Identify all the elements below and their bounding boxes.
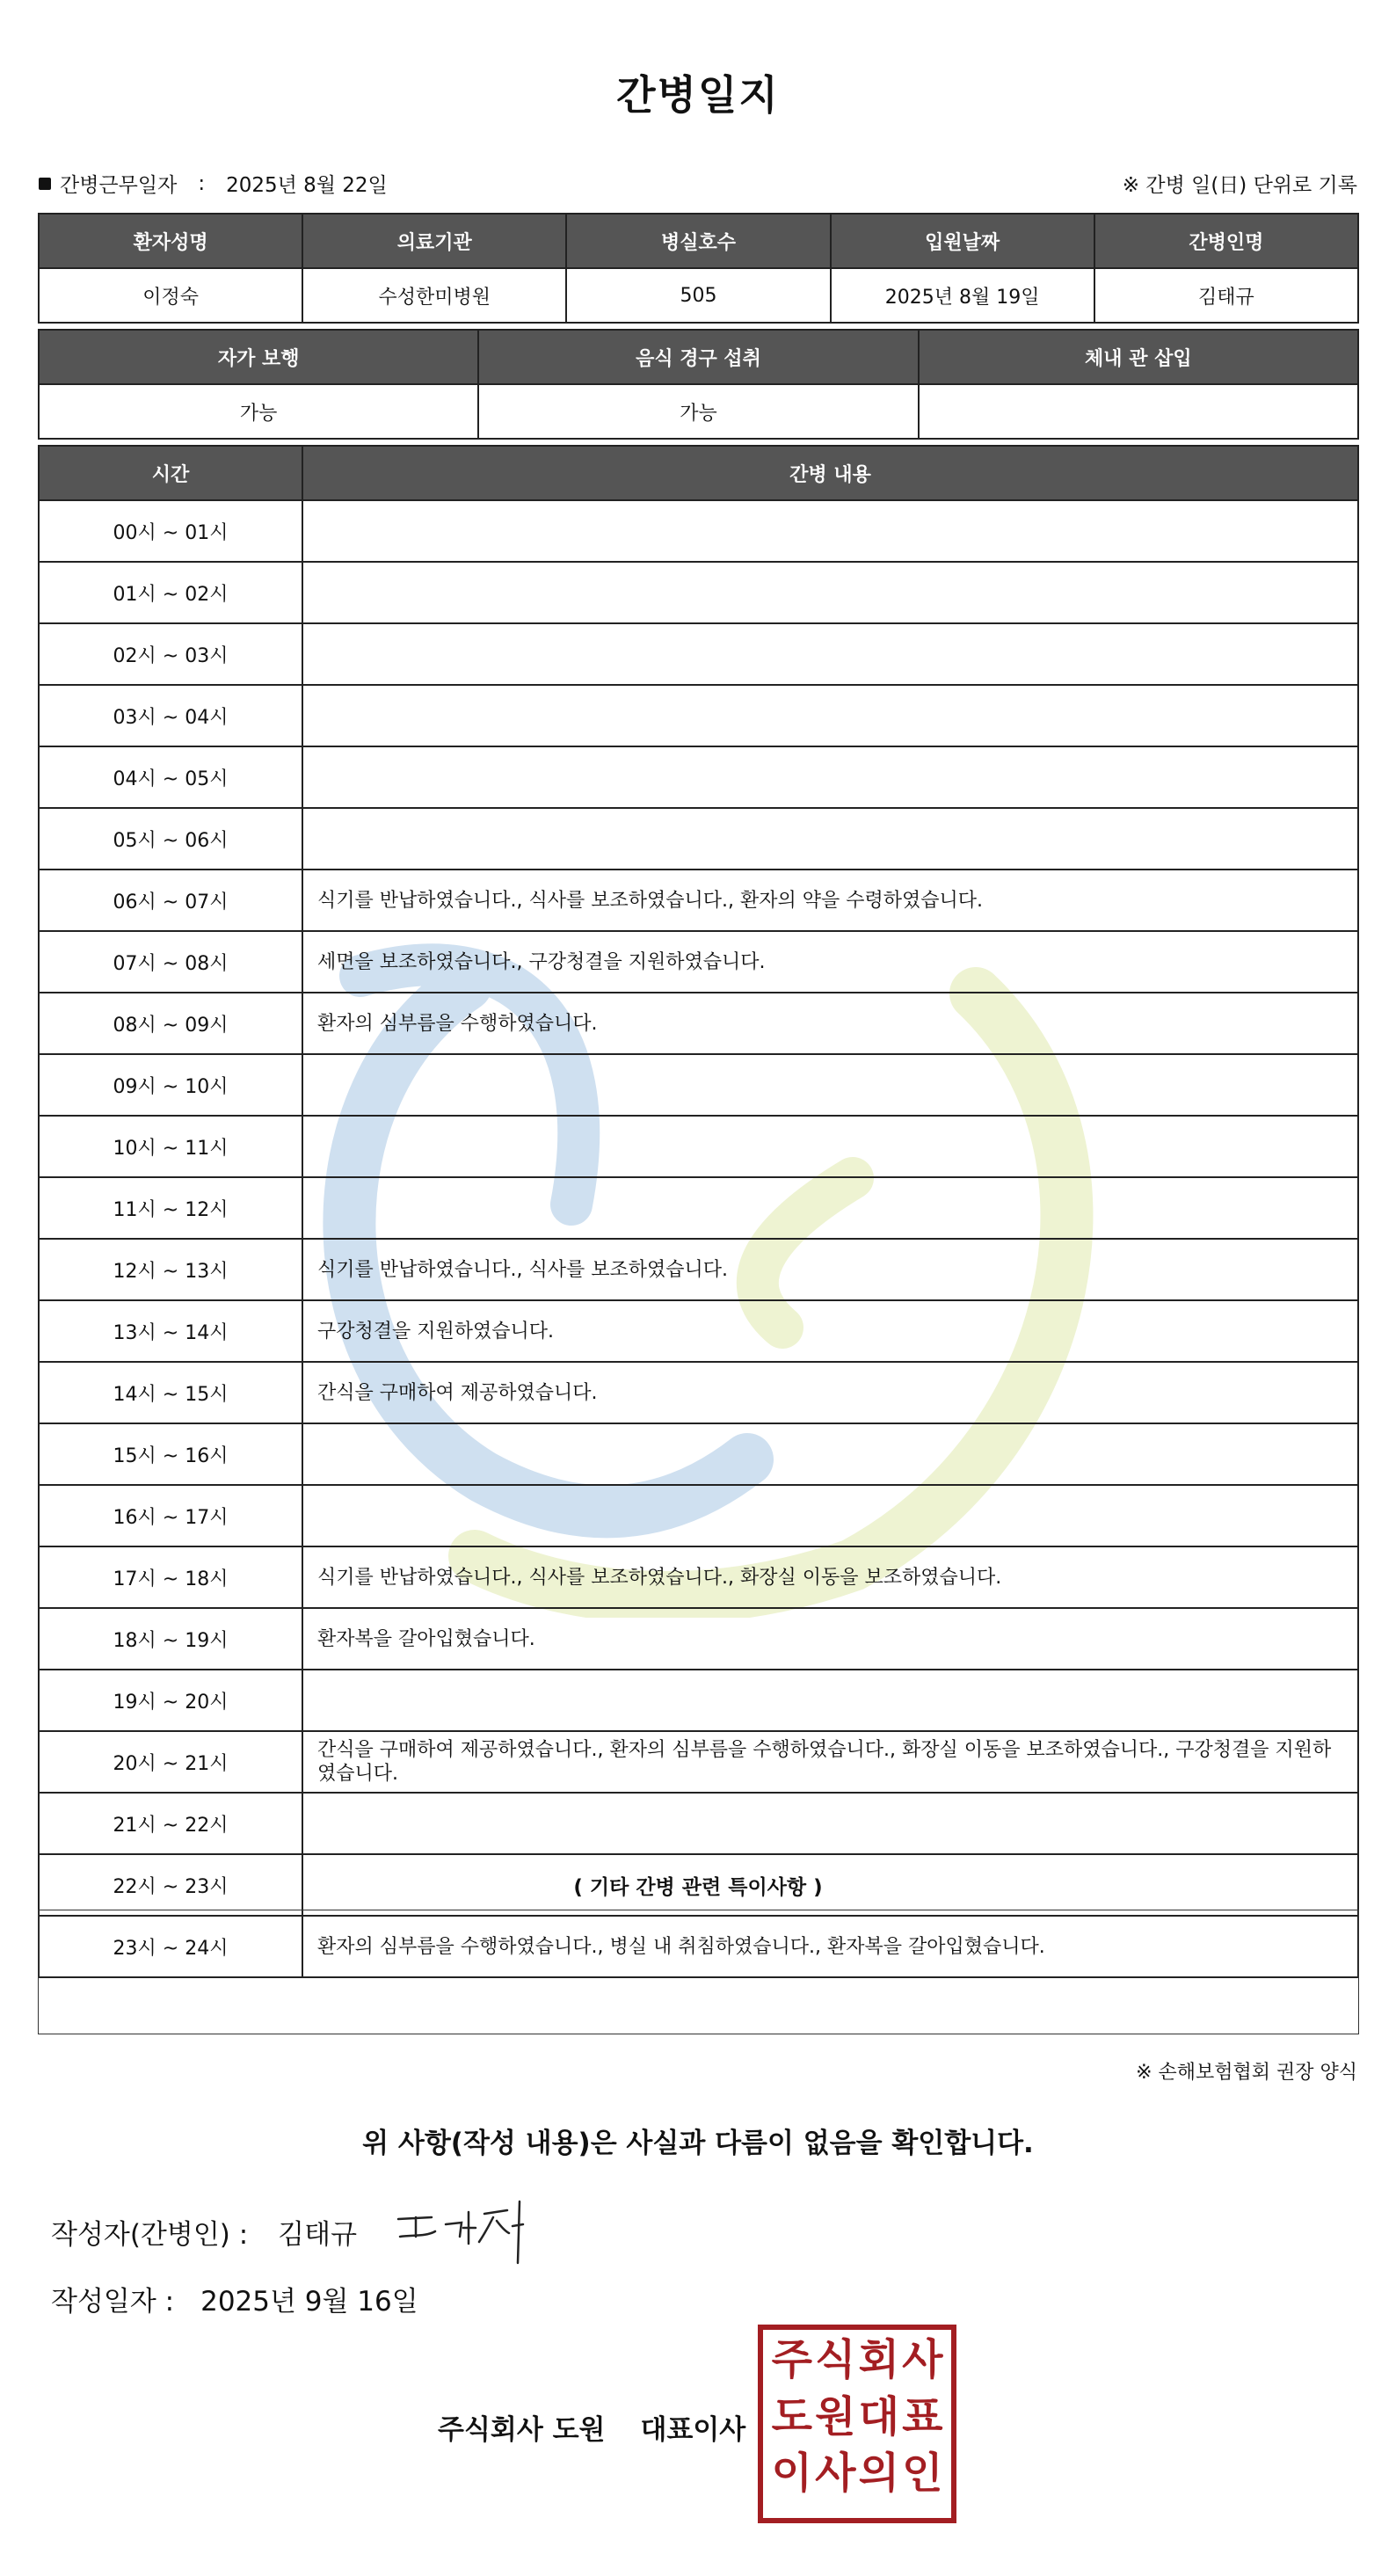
handwritten-signature (391, 2191, 541, 2270)
patient-status-header-row (39, 330, 1358, 384)
write-date-value: 2025년 9월 16일 (200, 2286, 418, 2318)
care-log-time: 09시 ~ 10시 (39, 1054, 302, 1116)
care-log-time: 07시 ~ 08시 (39, 931, 302, 993)
work-date-label: 간병근무일자 (60, 174, 178, 197)
care-log-row (39, 1731, 1358, 1793)
seal-character: 회 (858, 2335, 899, 2384)
care-log-time: 21시 ~ 22시 (39, 1793, 302, 1854)
square-bullet-icon (39, 178, 51, 190)
care-log-time: 02시 ~ 03시 (39, 623, 302, 685)
care-log-time: 00시 ~ 01시 (39, 500, 302, 562)
special-notes-title: ( 기타 간병 관련 특이사항 ) (573, 1876, 823, 1899)
patient-name-header: 환자성명 (39, 214, 302, 268)
care-log-time: 23시 ~ 24시 (39, 1916, 302, 1977)
care-log-content (302, 623, 1358, 685)
writer-name: 김태규 (278, 2219, 358, 2251)
seal-character: 대 (858, 2391, 899, 2441)
care-log-row (39, 1300, 1358, 1362)
care-log-time: 13시 ~ 14시 (39, 1300, 302, 1362)
care-log-row (39, 685, 1358, 746)
admission-date-value: 2025년 8월 19일 (831, 268, 1094, 323)
care-log-time: 22시 ~ 23시 (39, 1854, 302, 1916)
hospital-value: 수성한미병원 (302, 268, 566, 323)
seal-character: 의 (858, 2449, 899, 2499)
care-log-time: 11시 ~ 12시 (39, 1177, 302, 1239)
care-log-row (39, 1670, 1358, 1731)
seal-character: 도 (771, 2391, 812, 2441)
care-log-content: 환자의 심부름을 수행하였습니다., 병실 내 취침하였습니다., 환자복을 갈아입혔습니다. (302, 1916, 1358, 1977)
care-log-row (39, 1423, 1358, 1485)
care-log-time: 18시 ~ 19시 (39, 1608, 302, 1670)
patient-name-value: 이정숙 (39, 268, 302, 323)
work-date-separator: : (198, 171, 206, 195)
care-log-content: 식기를 반납하였습니다., 식사를 보조하였습니다. (302, 1239, 1358, 1300)
company-row (438, 2407, 745, 2447)
care-log-row (39, 808, 1358, 870)
write-date-row (51, 2279, 418, 2318)
care-log-row (39, 931, 1358, 993)
company-seal-stamp (758, 2325, 956, 2523)
care-log-content: 식기를 반납하였습니다., 식사를 보조하였습니다., 화장실 이동을 보조하였습니다. (302, 1546, 1358, 1608)
care-log-content (302, 500, 1358, 562)
admission-date-header: 입원날짜 (831, 214, 1094, 268)
seal-character: 주 (771, 2335, 812, 2384)
care-log-body (39, 500, 1358, 1977)
care-log-row (39, 562, 1358, 623)
care-log-row (39, 746, 1358, 808)
care-log-time: 10시 ~ 11시 (39, 1116, 302, 1177)
care-log-content: 식기를 반납하였습니다., 식사를 보조하였습니다., 환자의 약을 수령하였습니다. (302, 870, 1358, 931)
time-header: 시간 (39, 446, 302, 500)
care-log-content (302, 562, 1358, 623)
care-log-content (302, 1670, 1358, 1731)
care-log-row (39, 1239, 1358, 1300)
patient-info-value-row (39, 268, 1358, 323)
work-date-row (39, 169, 388, 198)
patient-info-table (38, 213, 1359, 324)
tube-insertion-value (919, 384, 1358, 439)
company-name: 주식회사 도원 (438, 2414, 606, 2446)
care-log-row (39, 1116, 1358, 1177)
care-log-time: 20시 ~ 21시 (39, 1731, 302, 1793)
self-walking-header: 자가 보행 (39, 330, 478, 384)
room-number-header: 병실호수 (566, 214, 830, 268)
care-log-content: 환자복을 갈아입혔습니다. (302, 1608, 1358, 1670)
care-log-row (39, 500, 1358, 562)
care-log-time: 17시 ~ 18시 (39, 1546, 302, 1608)
care-log-content (302, 1485, 1358, 1546)
care-log-content (302, 808, 1358, 870)
work-date-value: 2025년 8월 22일 (226, 174, 388, 197)
care-log-content: 간식을 구매하여 제공하였습니다., 환자의 심부름을 수행하였습니다., 화장실 이동을 보조하였습니다., 구강청결을 지원하였습니다. (302, 1731, 1358, 1793)
seal-character: 인 (902, 2449, 943, 2499)
self-walking-value: 가능 (39, 384, 478, 439)
patient-info-header-row (39, 214, 1358, 268)
care-log-row (39, 1546, 1358, 1608)
care-log-content (302, 1423, 1358, 1485)
confirmation-statement: 위 사항(작성 내용)은 사실과 다름이 없음을 확인합니다. (362, 2128, 1034, 2159)
seal-character: 원 (815, 2391, 856, 2441)
caregiver-name-value: 김태규 (1094, 268, 1358, 323)
care-log-row (39, 993, 1358, 1054)
care-log-content: 구강청결을 지원하였습니다. (302, 1300, 1358, 1362)
care-log-content (302, 1054, 1358, 1116)
care-log-content (302, 1116, 1358, 1177)
writer-row (51, 2212, 357, 2252)
write-date-label: 작성일자 : (51, 2286, 175, 2318)
care-log-time: 14시 ~ 15시 (39, 1362, 302, 1423)
tube-insertion-header: 체내 관 삽입 (919, 330, 1358, 384)
seal-character: 표 (902, 2391, 943, 2441)
seal-character: 사 (815, 2449, 856, 2499)
special-notes-box (38, 1910, 1359, 2034)
care-log-content: 세면을 보조하였습니다., 구강청결을 지원하였습니다. (302, 931, 1358, 993)
care-log-row (39, 1362, 1358, 1423)
care-log-time: 19시 ~ 20시 (39, 1670, 302, 1731)
care-log-row (39, 1054, 1358, 1116)
care-log-row (39, 1793, 1358, 1854)
oral-intake-header: 음식 경구 섭취 (478, 330, 918, 384)
hospital-header: 의료기관 (302, 214, 566, 268)
care-log-time: 12시 ~ 13시 (39, 1239, 302, 1300)
care-log-time: 16시 ~ 17시 (39, 1485, 302, 1546)
care-log-content: 환자의 심부름을 수행하였습니다. (302, 993, 1358, 1054)
daily-record-note: ※ 간병 일(日) 단위로 기록 (1122, 174, 1357, 197)
company-role: 대표이사 (640, 2414, 746, 2446)
care-log-time: 05시 ~ 06시 (39, 808, 302, 870)
care-log-content (302, 746, 1358, 808)
care-log-content: 간식을 구매하여 제공하였습니다. (302, 1362, 1358, 1423)
recommended-form-note: ※ 손해보험협회 권장 양식 (1136, 2062, 1357, 2084)
care-log-header-row (39, 446, 1358, 500)
care-content-header: 간병 내용 (302, 446, 1358, 500)
care-log-time: 06시 ~ 07시 (39, 870, 302, 931)
care-log-time: 04시 ~ 05시 (39, 746, 302, 808)
patient-status-table (38, 329, 1359, 440)
care-log-content (302, 1793, 1358, 1854)
care-log-content (302, 685, 1358, 746)
room-number-value: 505 (566, 268, 830, 323)
patient-status-value-row (39, 384, 1358, 439)
writer-label: 작성자(간병인) : (51, 2219, 249, 2251)
seal-character: 식 (815, 2335, 856, 2384)
care-log-row (39, 870, 1358, 931)
care-log-row (39, 1177, 1358, 1239)
care-log-time: 01시 ~ 02시 (39, 562, 302, 623)
care-log-row (39, 623, 1358, 685)
care-log-content (302, 1177, 1358, 1239)
caregiver-name-header: 간병인명 (1094, 214, 1358, 268)
seal-character: 이 (771, 2449, 812, 2499)
care-log-table (38, 445, 1359, 1978)
care-log-time: 08시 ~ 09시 (39, 993, 302, 1054)
care-log-row (39, 1485, 1358, 1546)
care-log-time: 15시 ~ 16시 (39, 1423, 302, 1485)
care-log-row (39, 1608, 1358, 1670)
seal-character: 사 (902, 2335, 943, 2384)
page-title: 간병일지 (616, 71, 780, 119)
care-log-time: 03시 ~ 04시 (39, 685, 302, 746)
oral-intake-value: 가능 (478, 384, 918, 439)
